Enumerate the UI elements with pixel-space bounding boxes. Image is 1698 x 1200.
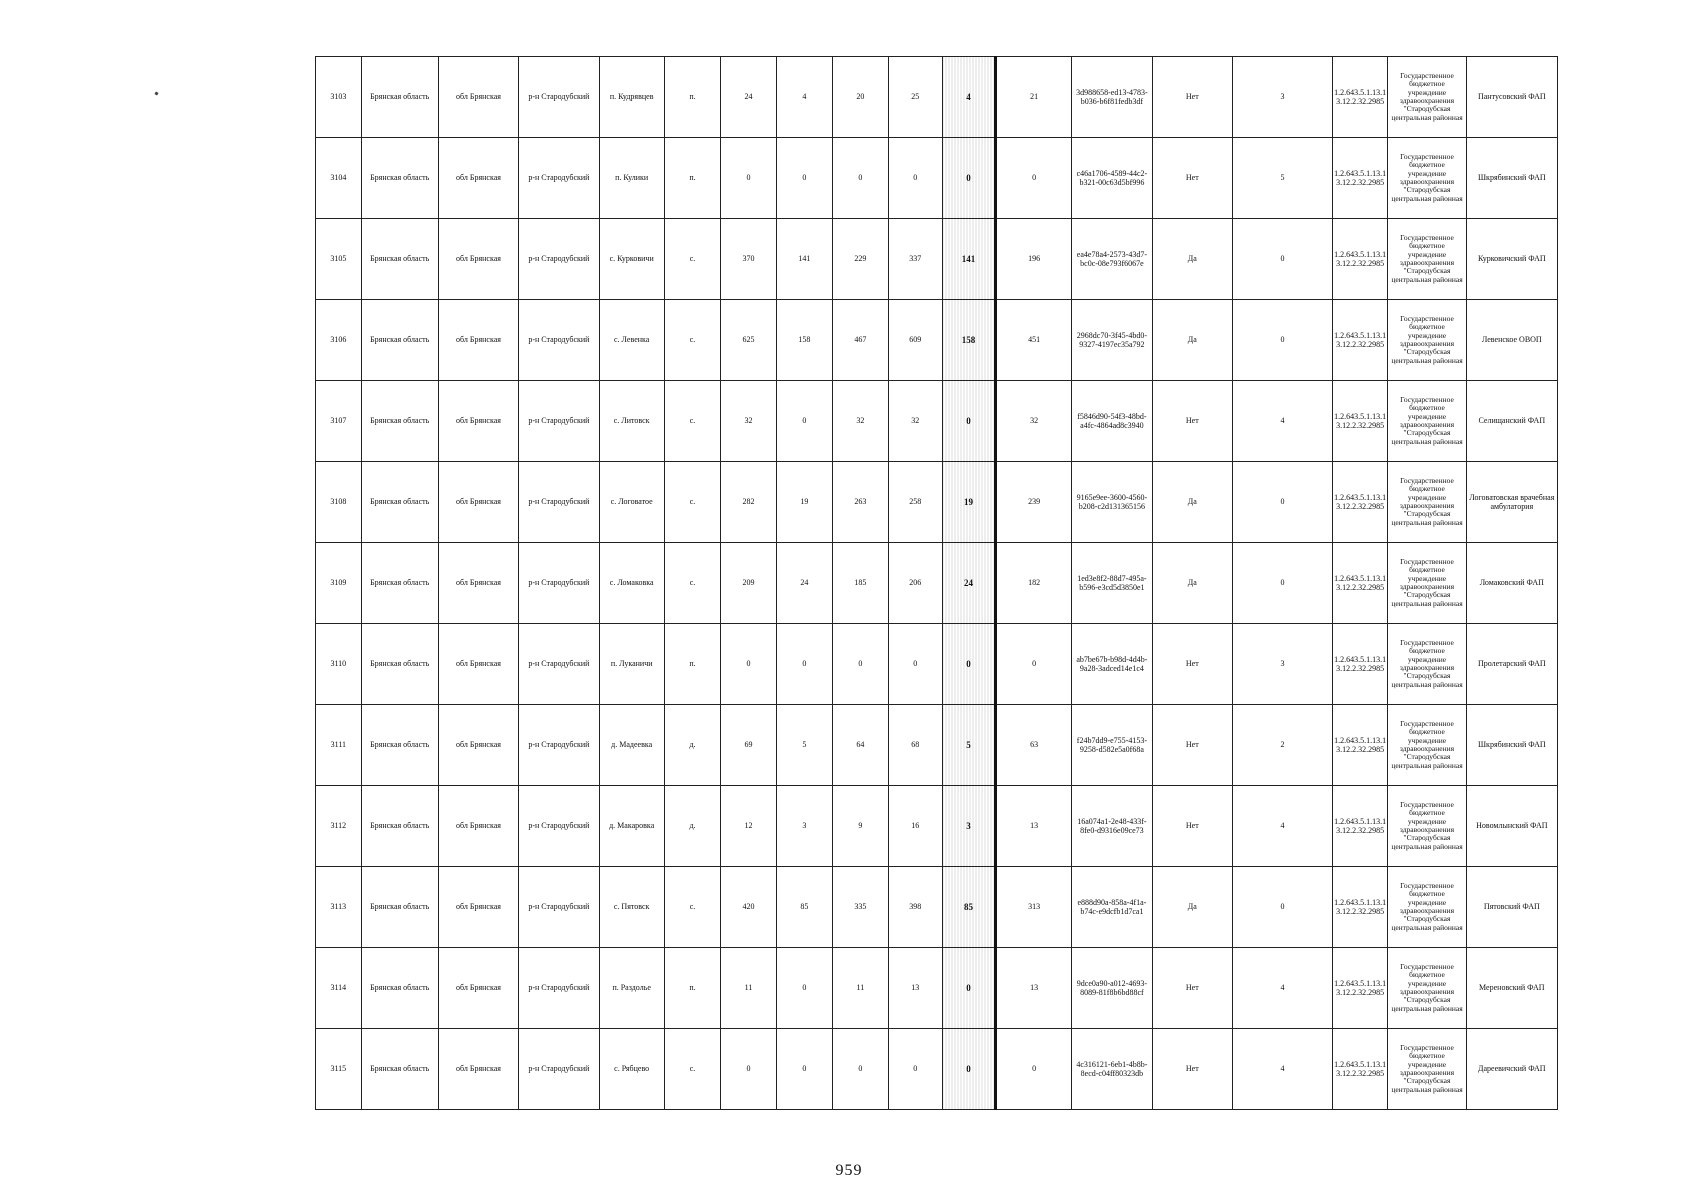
row-id-cell: 3107 [316,381,362,462]
table-row [316,624,1558,705]
marked-value-cell [942,219,995,300]
guid-cell: 2968dc70-3f45-4bd0-9327-4197ec35a792 [1072,300,1152,381]
organization-cell: Государственное бюджетное учреждение здравоохранения "Стародубская центральная районная [1388,867,1466,948]
population-total-cell: 370 [721,219,776,300]
flag-cell: Да [1152,219,1232,300]
flag-cell: Нет [1152,138,1232,219]
guid-cell: 4c316121-6eb1-4b8b-8ecd-c04ff80323db [1072,1029,1152,1110]
marked-value: 0 [966,982,971,993]
district-cell: р-н Стародубский [519,300,599,381]
district-cell: р-н Стародубский [519,786,599,867]
organization-cell: Государственное бюджетное учреждение здравоохранения "Стародубская центральная районная [1388,219,1466,300]
guid-cell: ea4e78a4-2573-43d7-bc0c-08e793f6067e [1072,219,1152,300]
table-row [316,381,1558,462]
marked-value-cell [942,381,995,462]
population-c-cell: 0 [888,138,942,219]
table-row [316,1029,1558,1110]
scan-speck [154,91,158,95]
marked-value: 0 [966,415,971,426]
population-a-cell: 24 [776,543,833,624]
table-row [316,705,1558,786]
row-id-cell: 3109 [316,543,362,624]
guid-cell: 9165e9ee-3600-4560-b208-c2d131365156 [1072,462,1152,543]
marked-value-cell [942,543,995,624]
settlement-type-cell: с. [664,1029,721,1110]
flag-cell: Нет [1152,381,1232,462]
district-cell: р-н Стародубский [519,381,599,462]
count-cell: 0 [1233,543,1333,624]
row-id-cell: 3104 [316,138,362,219]
population-a-cell: 0 [776,624,833,705]
settlement-type-cell: д. [664,786,721,867]
settlement-cell: с. Логоватое [599,462,664,543]
marked-value-cell [942,867,995,948]
facility-cell: Пантусовский ФАП [1466,57,1557,138]
population-b-cell: 0 [833,624,888,705]
organization-cell: Государственное бюджетное учреждение здравоохранения "Стародубская центральная районная [1388,786,1466,867]
settlement-cell: с. Пятовск [599,867,664,948]
population-b-cell: 0 [833,138,888,219]
population-total-cell: 24 [721,57,776,138]
oblast-cell: обл Брянская [438,462,518,543]
population-a-cell: 0 [776,948,833,1029]
oblast-cell: обл Брянская [438,705,518,786]
population-c-cell: 258 [888,462,942,543]
table-row [316,867,1558,948]
population-c-cell: 13 [888,948,942,1029]
settlement-cell: д. Мадеевка [599,705,664,786]
org-code-cell: 1.2.643.5.1.13.13.12.2.32.2985 [1332,219,1387,300]
marked-value: 141 [961,253,976,264]
oblast-cell: обл Брянская [438,219,518,300]
marked-value-cell [942,462,995,543]
org-code-cell: 1.2.643.5.1.13.13.12.2.32.2985 [1332,57,1387,138]
population-d-cell: 13 [996,948,1072,1029]
table-row [316,57,1558,138]
population-a-cell: 5 [776,705,833,786]
district-cell: р-н Стародубский [519,462,599,543]
count-cell: 3 [1233,624,1333,705]
population-total-cell: 32 [721,381,776,462]
org-code-cell: 1.2.643.5.1.13.13.12.2.32.2985 [1332,948,1387,1029]
population-d-cell: 196 [996,219,1072,300]
district-cell: р-н Стародубский [519,543,599,624]
count-cell: 0 [1233,867,1333,948]
population-c-cell: 32 [888,381,942,462]
settlement-type-cell: с. [664,219,721,300]
population-d-cell: 182 [996,543,1072,624]
settlement-type-cell: с. [664,543,721,624]
population-a-cell: 0 [776,138,833,219]
settlement-cell: п. Кулики [599,138,664,219]
organization-cell: Государственное бюджетное учреждение здравоохранения "Стародубская центральная районная [1388,624,1466,705]
guid-cell: 16a074a1-2e48-433f-8fe0-d9316e09ce73 [1072,786,1152,867]
population-c-cell: 398 [888,867,942,948]
population-b-cell: 263 [833,462,888,543]
organization-cell: Государственное бюджетное учреждение здравоохранения "Стародубская центральная районная [1388,57,1466,138]
row-id-cell: 3110 [316,624,362,705]
org-code-cell: 1.2.643.5.1.13.13.12.2.32.2985 [1332,543,1387,624]
population-c-cell: 0 [888,624,942,705]
row-id-cell: 3112 [316,786,362,867]
facility-cell: Новомлынский ФАП [1466,786,1557,867]
oblast-cell: обл Брянская [438,948,518,1029]
oblast-cell: обл Брянская [438,624,518,705]
oblast-cell: обл Брянская [438,138,518,219]
table-row [316,219,1558,300]
region-cell: Брянская область [361,543,438,624]
district-cell: р-н Стародубский [519,624,599,705]
table-row [316,786,1558,867]
table-body [316,57,1558,1110]
population-a-cell: 141 [776,219,833,300]
region-cell: Брянская область [361,138,438,219]
settlement-cell: п. Раздолье [599,948,664,1029]
region-cell: Брянская область [361,705,438,786]
population-total-cell: 625 [721,300,776,381]
oblast-cell: обл Брянская [438,300,518,381]
marked-value: 3 [966,820,971,831]
population-total-cell: 0 [721,624,776,705]
facility-cell: Пятовский ФАП [1466,867,1557,948]
population-a-cell: 0 [776,1029,833,1110]
count-cell: 0 [1233,300,1333,381]
population-a-cell: 19 [776,462,833,543]
table-row [316,543,1558,624]
settlement-cell: с. Левенка [599,300,664,381]
org-code-cell: 1.2.643.5.1.13.13.12.2.32.2985 [1332,624,1387,705]
population-c-cell: 0 [888,1029,942,1110]
org-code-cell: 1.2.643.5.1.13.13.12.2.32.2985 [1332,138,1387,219]
population-a-cell: 4 [776,57,833,138]
facility-cell: Мереновский ФАП [1466,948,1557,1029]
row-id-cell: 3113 [316,867,362,948]
facility-cell: Курковичский ФАП [1466,219,1557,300]
marked-value: 24 [964,577,974,588]
population-c-cell: 337 [888,219,942,300]
region-cell: Брянская область [361,57,438,138]
population-b-cell: 32 [833,381,888,462]
table-row [316,138,1558,219]
population-b-cell: 229 [833,219,888,300]
oblast-cell: обл Брянская [438,1029,518,1110]
flag-cell: Нет [1152,948,1232,1029]
population-total-cell: 0 [721,138,776,219]
org-code-cell: 1.2.643.5.1.13.13.12.2.32.2985 [1332,300,1387,381]
population-b-cell: 467 [833,300,888,381]
settlement-type-cell: п. [664,948,721,1029]
population-total-cell: 0 [721,1029,776,1110]
marked-value: 0 [966,172,971,183]
population-b-cell: 185 [833,543,888,624]
marked-value: 19 [964,496,974,507]
district-cell: р-н Стародубский [519,57,599,138]
marked-value: 0 [966,1063,971,1074]
row-id-cell: 3106 [316,300,362,381]
row-id-cell: 3114 [316,948,362,1029]
population-d-cell: 0 [996,1029,1072,1110]
population-a-cell: 85 [776,867,833,948]
district-cell: р-н Стародубский [519,948,599,1029]
district-cell: р-н Стародубский [519,867,599,948]
marked-value: 5 [966,739,971,750]
count-cell: 2 [1233,705,1333,786]
population-b-cell: 335 [833,867,888,948]
oblast-cell: обл Брянская [438,867,518,948]
facility-cell: Шкрябинский ФАП [1466,138,1557,219]
population-d-cell: 313 [996,867,1072,948]
facility-cell: Шкрябинский ФАП [1466,705,1557,786]
flag-cell: Да [1152,300,1232,381]
row-id-cell: 3103 [316,57,362,138]
population-d-cell: 239 [996,462,1072,543]
settlement-type-cell: с. [664,462,721,543]
population-total-cell: 282 [721,462,776,543]
settlements-table [315,56,1558,1110]
guid-cell: f5846d90-54f3-48bd-a4fc-4864ad8c3940 [1072,381,1152,462]
population-c-cell: 206 [888,543,942,624]
guid-cell: f24b7dd9-e755-4153-9258-d582e5a0f68a [1072,705,1152,786]
population-total-cell: 69 [721,705,776,786]
marked-value-cell [942,948,995,1029]
guid-cell: 1ed3e8f2-88d7-495a-b596-e3cd5d3850e1 [1072,543,1152,624]
organization-cell: Государственное бюджетное учреждение здравоохранения "Стародубская центральная районная [1388,543,1466,624]
population-d-cell: 32 [996,381,1072,462]
region-cell: Брянская область [361,381,438,462]
region-cell: Брянская область [361,219,438,300]
flag-cell: Нет [1152,705,1232,786]
marked-value: 4 [966,91,971,102]
oblast-cell: обл Брянская [438,381,518,462]
population-c-cell: 25 [888,57,942,138]
population-total-cell: 11 [721,948,776,1029]
settlement-type-cell: с. [664,867,721,948]
region-cell: Брянская область [361,624,438,705]
population-b-cell: 0 [833,1029,888,1110]
settlement-cell: с. Литовск [599,381,664,462]
flag-cell: Нет [1152,57,1232,138]
guid-cell: 9dce0a90-a012-4693-8089-81f8b6bd88cf [1072,948,1152,1029]
marked-value: 0 [966,658,971,669]
guid-cell: 3d988658-ed13-4783-b036-b6f81fedb3df [1072,57,1152,138]
population-c-cell: 609 [888,300,942,381]
count-cell: 3 [1233,57,1333,138]
population-total-cell: 12 [721,786,776,867]
settlement-cell: д. Макаровка [599,786,664,867]
marked-value: 158 [961,334,976,345]
organization-cell: Государственное бюджетное учреждение здравоохранения "Стародубская центральная районная [1388,138,1466,219]
facility-cell: Селищанский ФАП [1466,381,1557,462]
marked-value-cell [942,138,995,219]
flag-cell: Нет [1152,624,1232,705]
marked-value-cell [942,300,995,381]
row-id-cell: 3105 [316,219,362,300]
settlement-type-cell: п. [664,624,721,705]
population-d-cell: 0 [996,138,1072,219]
flag-cell: Нет [1152,786,1232,867]
oblast-cell: обл Брянская [438,543,518,624]
settlement-type-cell: с. [664,381,721,462]
settlement-cell: с. Ломаковка [599,543,664,624]
region-cell: Брянская область [361,1029,438,1110]
marked-value: 85 [964,901,974,912]
district-cell: р-н Стародубский [519,705,599,786]
population-d-cell: 13 [996,786,1072,867]
region-cell: Брянская область [361,786,438,867]
oblast-cell: обл Брянская [438,57,518,138]
count-cell: 5 [1233,138,1333,219]
population-total-cell: 209 [721,543,776,624]
flag-cell: Да [1152,543,1232,624]
org-code-cell: 1.2.643.5.1.13.13.12.2.32.2985 [1332,381,1387,462]
row-id-cell: 3108 [316,462,362,543]
settlement-type-cell: д. [664,705,721,786]
settlement-type-cell: п. [664,57,721,138]
org-code-cell: 1.2.643.5.1.13.13.12.2.32.2985 [1332,462,1387,543]
row-id-cell: 3115 [316,1029,362,1110]
population-c-cell: 68 [888,705,942,786]
count-cell: 4 [1233,381,1333,462]
organization-cell: Государственное бюджетное учреждение здравоохранения "Стародубская центральная районная [1388,948,1466,1029]
facility-cell: Логоватовская врачебная амбулатория [1466,462,1557,543]
marked-value-cell [942,786,995,867]
marked-value-cell [942,57,995,138]
count-cell: 4 [1233,1029,1333,1110]
org-code-cell: 1.2.643.5.1.13.13.12.2.32.2985 [1332,867,1387,948]
count-cell: 0 [1233,462,1333,543]
table-row [316,948,1558,1029]
settlement-cell: с. Рябцево [599,1029,664,1110]
facility-cell: Левенское ОВОП [1466,300,1557,381]
organization-cell: Государственное бюджетное учреждение здравоохранения "Стародубская центральная районная [1388,381,1466,462]
population-d-cell: 451 [996,300,1072,381]
region-cell: Брянская область [361,867,438,948]
page-number: 959 [835,1162,863,1179]
guid-cell: e888d90a-858a-4f1a-b74c-e9dcfb1d7ca1 [1072,867,1152,948]
organization-cell: Государственное бюджетное учреждение здравоохранения "Стародубская центральная районная [1388,300,1466,381]
district-cell: р-н Стародубский [519,138,599,219]
organization-cell: Государственное бюджетное учреждение здравоохранения "Стародубская центральная районная [1388,1029,1466,1110]
marked-value-cell [942,705,995,786]
flag-cell: Да [1152,867,1232,948]
population-d-cell: 63 [996,705,1072,786]
oblast-cell: обл Брянская [438,786,518,867]
population-total-cell: 420 [721,867,776,948]
population-b-cell: 9 [833,786,888,867]
settlement-cell: п. Кудрявцев [599,57,664,138]
population-b-cell: 20 [833,57,888,138]
org-code-cell: 1.2.643.5.1.13.13.12.2.32.2985 [1332,705,1387,786]
guid-cell: ab7be67b-b98d-4d4b-9a28-3adced14e1c4 [1072,624,1152,705]
org-code-cell: 1.2.643.5.1.13.13.12.2.32.2985 [1332,786,1387,867]
population-b-cell: 11 [833,948,888,1029]
settlement-cell: п. Луканичи [599,624,664,705]
population-c-cell: 16 [888,786,942,867]
guid-cell: c46a1706-4589-44c2-b321-00c63d5bf996 [1072,138,1152,219]
settlement-cell: с. Курковичи [599,219,664,300]
population-d-cell: 0 [996,624,1072,705]
table-row [316,462,1558,543]
organization-cell: Государственное бюджетное учреждение здравоохранения "Стародубская центральная районная [1388,462,1466,543]
org-code-cell: 1.2.643.5.1.13.13.12.2.32.2985 [1332,1029,1387,1110]
region-cell: Брянская область [361,948,438,1029]
population-b-cell: 64 [833,705,888,786]
count-cell: 4 [1233,948,1333,1029]
facility-cell: Дареевичский ФАП [1466,1029,1557,1110]
facility-cell: Пролетарский ФАП [1466,624,1557,705]
population-a-cell: 0 [776,381,833,462]
settlement-type-cell: п. [664,138,721,219]
district-cell: р-н Стародубский [519,219,599,300]
table-row [316,300,1558,381]
district-cell: р-н Стародубский [519,1029,599,1110]
flag-cell: Нет [1152,1029,1232,1110]
marked-value-cell [942,624,995,705]
row-id-cell: 3111 [316,705,362,786]
population-d-cell: 21 [996,57,1072,138]
region-cell: Брянская область [361,462,438,543]
marked-value-cell [942,1029,995,1110]
count-cell: 0 [1233,219,1333,300]
flag-cell: Да [1152,462,1232,543]
settlement-type-cell: с. [664,300,721,381]
region-cell: Брянская область [361,300,438,381]
population-a-cell: 158 [776,300,833,381]
count-cell: 4 [1233,786,1333,867]
facility-cell: Ломаковский ФАП [1466,543,1557,624]
population-a-cell: 3 [776,786,833,867]
organization-cell: Государственное бюджетное учреждение здравоохранения "Стародубская центральная районная [1388,705,1466,786]
